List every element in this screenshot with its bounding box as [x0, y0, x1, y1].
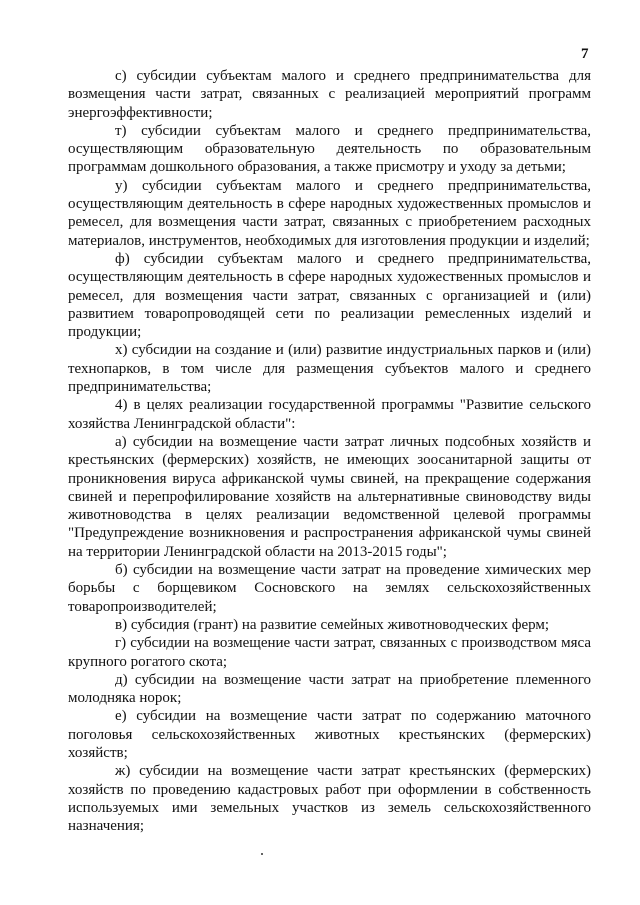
paragraph-t: т) субсидии субъектам малого и среднего предпринимательства, осуществляющим образовательную деятельность по образовательным программам дошкольного образования, а также присмотру и уходу за детьми;: [68, 122, 591, 176]
paragraph-item-4: 4) в целях реализации государственной программы "Развитие сельского хозяйства Ленинградской области":: [68, 397, 591, 432]
paragraph-kh: х) субсидии на создание и (или) развитие индустриальных парков и (или) технопарков, в том числе для размещения субъектов малого и среднего предпринимательства;: [68, 342, 591, 396]
scan-speck: [261, 853, 263, 855]
paragraph-e: е) субсидии на возмещение части затрат по содержанию маточного поголовья сельскохозяйственных животных крестьянских (фермерских) хозяйств;: [68, 708, 591, 761]
document-body: [68, 67, 591, 835]
page-number: 7: [581, 46, 589, 62]
paragraph-s: с) субсидии субъектам малого и среднего предпринимательства для возмещения части затрат, связанных с реализацией мероприятий программ энергоэффективности;: [68, 68, 591, 121]
paragraph-f: ф) субсидии субъектам малого и среднего предпринимательства, осуществляющим деятельность в сфере народных художественных промыслов и ремесел, для возмещения части затрат, связанных с организацией и (или) развитием товаропроводящей сети по реализации ремесленных изделий и продукции;: [68, 250, 591, 341]
paragraph-g: г) субсидии на возмещение части затрат, связанных с производством мяса крупного рогатого скота;: [68, 635, 591, 670]
paragraph-d: д) субсидии на возмещение части затрат на приобретение племенного молодняка норок;: [68, 671, 591, 707]
paragraph-b: б) субсидии на возмещение части затрат на проведение химических мер борьбы с борщевиком Сосновского на землях сельскохозяйственных товаропроизводителей;: [68, 562, 591, 615]
paragraph-zh: ж) субсидии на возмещение части затрат крестьянских (фермерских) хозяйств по проведению кадастровых работ при оформлении в собственность используемых ими земельных участков из земель сельскохозяйственного назначения;: [68, 763, 591, 835]
paragraph-a: а) субсидии на возмещение части затрат личных подсобных хозяйств и крестьянских (фермерских) хозяйств, не имеющих зоосанитарной защиты от проникновения вируса африканской чумы свиней, на прекращение содержания свиней и перепрофилирование хозяйств на альтернативные свиноводству виды животноводства в целях реализации ведомственной целевой программы "Предупреждение возникновения и распространения африканской чумы свиней на территории Ленинградской области на 2013-2015 годы";: [68, 433, 591, 560]
paragraph-v: в) субсидия (грант) на развитие семейных животноводческих ферм;: [115, 616, 550, 633]
paragraph-u: у) субсидии субъектам малого и среднего предпринимательства, осуществляющим деятельность в сфере народных художественных промыслов и ремесел, для возмещения части затрат, связанных с приобретением расходных материалов, инструментов, необходимых для изготовления продукции и изделий;: [68, 177, 591, 249]
